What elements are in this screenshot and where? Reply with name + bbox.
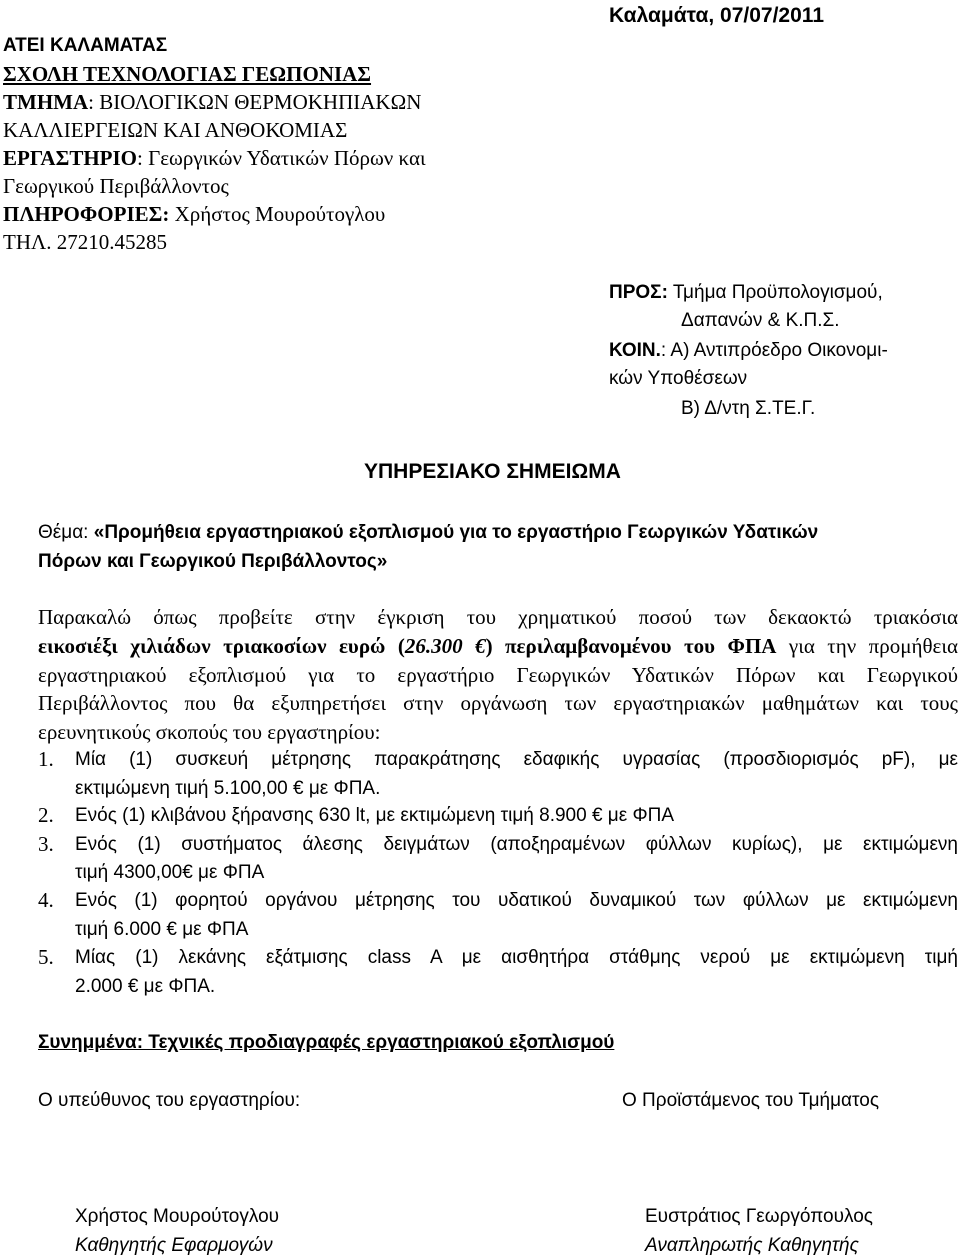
item-number: 5. — [38, 945, 54, 969]
cc-line-2: κών Υποθέσεων — [609, 368, 748, 389]
body-line-2-rest: για την προμήθεια — [776, 634, 959, 658]
item-text: Μίας (1) λεκάνης εξάτμισης class A με αισθητήρα στάθμης νερού με εκτιμώμενη τιμή — [75, 947, 958, 968]
to-line — [609, 279, 883, 306]
item-text-cont: 2.000 € με ΦΠΑ. — [75, 976, 216, 997]
left-signatory-title: Καθηγητής Εφαρμογών — [75, 1235, 273, 1256]
body-line-5: ερευνητικούς σκοπούς του εργαστηρίου: — [38, 720, 381, 744]
department-line — [3, 88, 421, 117]
vat-note: ) περιλαμβανομένου του ΦΠΑ — [485, 634, 777, 658]
info-line — [3, 200, 385, 229]
subject-text: «Προμήθεια εργαστηριακού εξοπλισμού για το εργαστήριο Γεωργικών Υδατικών — [93, 522, 819, 543]
subject-line-2: Πόρων και Γεωργικού Περιβάλλοντος» — [38, 551, 388, 572]
item-text: Μία (1) συσκευή μέτρησης παρακράτησης εδαφικής υγρασίας (προσδιορισμός pF), με — [75, 749, 958, 770]
cc-label: ΚΟΙΝ. — [609, 340, 661, 361]
document-title: ΥΠΗΡΕΣΙΑΚΟ ΣΗΜΕΙΩΜΑ — [364, 460, 621, 483]
telephone: ΤΗΛ. 27210.45285 — [3, 230, 167, 254]
info-value: Χρήστος Μουρούτογλου — [169, 202, 386, 226]
lab-line — [3, 144, 426, 173]
department-label: ΤΜΗΜΑ — [3, 90, 89, 114]
lab-line-2: Γεωργικού Περιβάλλοντος — [3, 174, 229, 198]
department-line-2: ΚΑΛΛΙΕΡΓΕΙΩΝ ΚΑΙ ΑΝΘΟΚΟΜΙΑΣ — [3, 118, 348, 142]
left-signatory-role: Ο υπεύθυνος του εργαστηρίου: — [38, 1090, 301, 1111]
lab-value: : Γεωργικών Υδατικών Πόρων και — [137, 146, 426, 170]
to-value: Τμήμα Προϋπολογισμού, — [667, 282, 883, 303]
amount-figure: 26.300 € — [404, 634, 486, 658]
cc-line-3: Β) Δ/ντη Σ.ΤΕ.Γ. — [681, 398, 816, 419]
right-signatory-role: Ο Προϊστάμενος του Τμήματος — [622, 1090, 879, 1111]
item-text-cont: εκτιμώμενη τιμή 5.100,00 € με ΦΠΑ. — [75, 778, 381, 799]
department-value: : ΒΙΟΛΟΓΙΚΩΝ ΘΕΡΜΟΚΗΠΙΑΚΩΝ — [88, 90, 422, 114]
document-date: Καλαμάτα, 07/07/2011 — [609, 4, 824, 27]
attachments-note: Συνημμένα: Τεχνικές προδιαγραφές εργαστηριακού εξοπλισμού — [38, 1032, 615, 1053]
item-text-cont: τιμή 6.000 € με ΦΠΑ — [75, 919, 249, 940]
body-line-3: εργαστηριακού εξοπλισμού για το εργαστήριο Γεωργικών Υδατικών Πόρων και Γεωργικού — [38, 663, 958, 687]
item-text-cont: τιμή 4300,00€ με ΦΠΑ — [75, 862, 265, 883]
institution-name: ΑΤΕΙ ΚΑΛΑΜΑΤΑΣ — [3, 35, 168, 56]
to-line-2: Δαπανών & Κ.Π.Σ. — [681, 310, 840, 331]
lab-label: ΕΡΓΑΣΤΗΡΙΟ — [3, 146, 137, 170]
subject-line-1 — [38, 519, 958, 546]
info-label: ΠΛΗΡΟΦΟΡΙΕΣ: — [3, 202, 170, 226]
school-name: ΣΧΟΛΗ ΤΕΧΝΟΛΟΓΙΑΣ ΓΕΩΠΟΝΙΑΣ — [3, 62, 372, 86]
amount-words: εικοσιέξι χιλιάδων τριακοσίων ευρώ ( — [38, 634, 405, 658]
body-line-1: Παρακαλώ όπως προβείτε στην έγκριση του χρηματικού ποσού των δεκαοκτώ τριακόσια — [38, 605, 958, 629]
body-line-2 — [38, 632, 958, 661]
left-signatory-name: Χρήστος Μουρούτογλου — [75, 1206, 280, 1227]
item-text: Ενός (1) κλιβάνου ξήρανσης 630 lt, με εκτιμώμενη τιμή 8.900 € με ΦΠΑ — [75, 805, 675, 826]
body-line-4: Περιβάλλοντος που θα εξυπηρετήσει στην οργάνωση των εργαστηριακών μαθημάτων και τους — [38, 691, 958, 715]
cc-line — [609, 337, 888, 364]
right-signatory-title: Αναπληρωτής Καθηγητής — [645, 1235, 859, 1256]
item-number: 4. — [38, 888, 54, 912]
item-number: 3. — [38, 832, 54, 856]
subject-label: Θέμα: — [38, 522, 94, 543]
item-number: 1. — [38, 747, 54, 771]
item-number: 2. — [38, 803, 54, 827]
item-text: Ενός (1) συστήματος άλεσης δειγμάτων (αποξηραμένων φύλλων κυρίως), με εκτιμώμενη — [75, 834, 958, 855]
item-text: Ενός (1) φορητού οργάνου μέτρησης του υδατικού δυναμικού των φύλλων με εκτιμώμενη — [75, 890, 958, 911]
right-signatory-name: Ευστράτιος Γεωργόπουλος — [645, 1206, 873, 1227]
to-label: ΠΡΟΣ: — [609, 282, 668, 303]
cc-value: : Α) Αντιπρόεδρο Οικονομι- — [660, 340, 888, 361]
